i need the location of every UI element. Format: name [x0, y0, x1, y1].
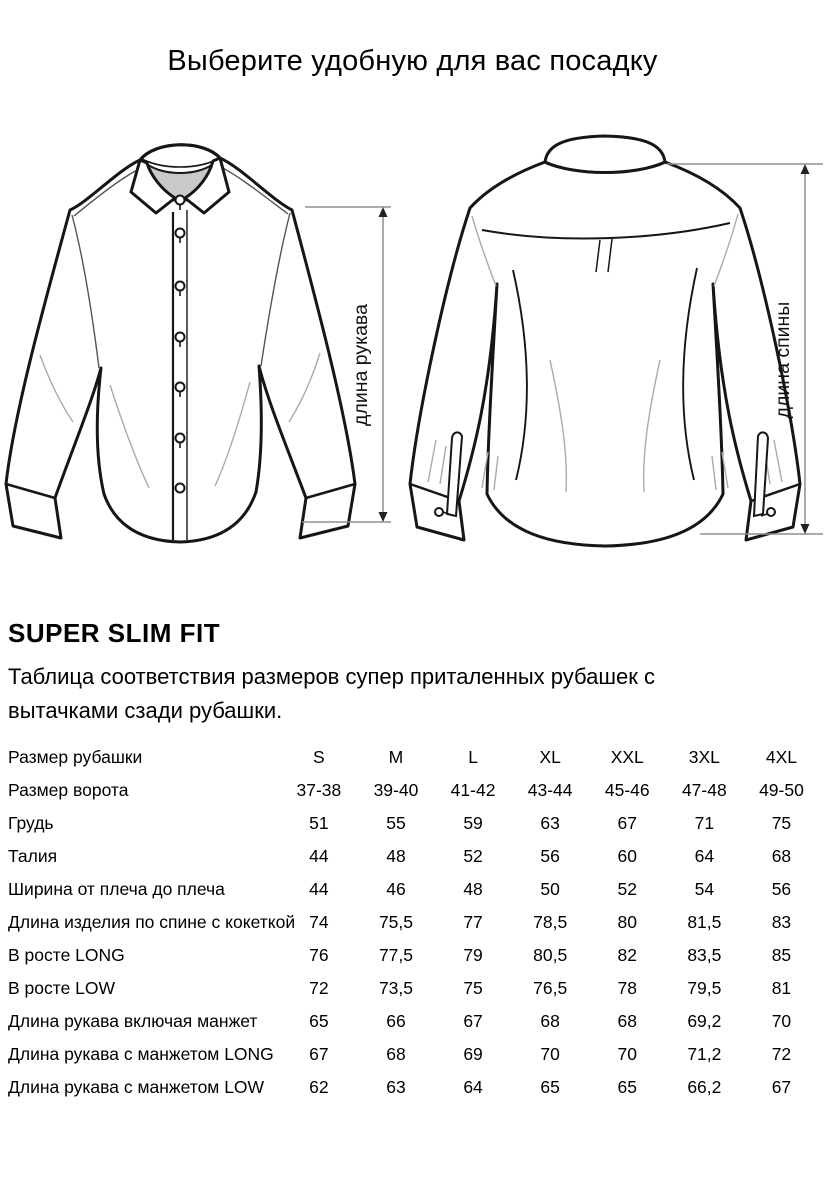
table-row [8, 906, 820, 939]
shirt-figures [0, 120, 825, 570]
cell-value: 65 [617, 1077, 637, 1097]
cell-value: 79,5 [687, 978, 722, 998]
cell-value: 76,5 [533, 978, 568, 998]
header-label: Размер рубашки [8, 747, 143, 767]
cell-value: 66,2 [687, 1077, 722, 1097]
cell-value: 78,5 [533, 912, 568, 932]
header-size: XL [539, 747, 561, 767]
cell-value: 71 [694, 813, 715, 833]
cell-value: 64 [463, 1077, 483, 1097]
cell-value: 56 [540, 846, 560, 866]
row-label: Длина рукава с манжетом LOW [8, 1077, 265, 1097]
cell-value: 62 [309, 1077, 329, 1097]
cell-value: 75 [463, 978, 483, 998]
section-heading: SUPER SLIM FIT [8, 618, 221, 648]
cell-value: 51 [309, 813, 329, 833]
sleeve-length-label: длина рукава [350, 304, 372, 426]
cell-value: 50 [540, 879, 560, 899]
table-row [8, 840, 820, 873]
cell-value: 63 [386, 1077, 406, 1097]
page-title: Выберите удобную для вас посадку [167, 45, 658, 77]
cell-value: 59 [463, 813, 483, 833]
cell-value: 64 [694, 846, 715, 866]
cell-value: 75,5 [378, 912, 413, 932]
row-label: В росте LONG [8, 945, 125, 965]
table-row [8, 939, 820, 972]
cell-value: 80,5 [533, 945, 568, 965]
cell-value: 67 [463, 1011, 483, 1031]
cell-value: 65 [540, 1077, 560, 1097]
cell-value: 43-44 [527, 780, 573, 800]
cell-value: 66 [386, 1011, 406, 1031]
cell-value: 49-50 [759, 780, 804, 800]
cell-value: 67 [771, 1077, 792, 1097]
cell-value: 70 [617, 1044, 637, 1064]
cell-value: 85 [771, 945, 792, 965]
cell-value: 73,5 [378, 978, 413, 998]
section-description: Таблица соответствия размеров супер приталенных рубашек с вытачками сзади рубашки. [8, 664, 655, 723]
cell-value: 60 [617, 846, 637, 866]
cell-value: 75 [771, 813, 792, 833]
cell-value: 68 [540, 1011, 560, 1031]
table-row [8, 807, 820, 840]
table-row [8, 1038, 820, 1071]
row-label: Длина рукава с манжетом LONG [8, 1044, 274, 1064]
cell-value: 46 [386, 879, 406, 899]
cell-value: 45-46 [604, 780, 650, 800]
table-row [8, 1005, 820, 1038]
cell-value: 83 [771, 912, 792, 932]
shirt-back-diagram [400, 120, 825, 570]
cell-value: 77,5 [378, 945, 413, 965]
cell-value: 72 [309, 978, 329, 998]
cell-value: 48 [463, 879, 483, 899]
cell-value: 79 [463, 945, 483, 965]
cell-value: 71,2 [687, 1044, 722, 1064]
cell-value: 81 [771, 978, 792, 998]
row-label: Длина изделия по спине с кокеткой [8, 912, 296, 932]
header-size: M [388, 747, 404, 767]
cell-value: 47-48 [681, 780, 727, 800]
cell-value: 56 [771, 879, 792, 899]
table-header-row [8, 741, 820, 774]
cell-value: 68 [617, 1011, 637, 1031]
cell-value: 65 [309, 1011, 329, 1031]
cell-value: 83,5 [687, 945, 722, 965]
cell-value: 74 [309, 912, 329, 932]
row-label: В росте LOW [8, 978, 116, 998]
header-size: S [313, 747, 325, 767]
table-row [8, 873, 820, 906]
cell-value: 68 [771, 846, 792, 866]
cell-value: 78 [617, 978, 637, 998]
header-size: 3XL [688, 747, 720, 767]
header-size: 4XL [765, 747, 798, 767]
cell-value: 44 [309, 846, 329, 866]
cell-value: 72 [771, 1044, 792, 1064]
cell-value: 70 [540, 1044, 560, 1064]
cell-value: 52 [617, 879, 637, 899]
cell-value: 68 [386, 1044, 406, 1064]
cell-value: 39-40 [373, 780, 419, 800]
cell-value: 48 [386, 846, 406, 866]
row-label: Талия [8, 846, 58, 866]
shirt-front-diagram [0, 120, 400, 570]
cell-value: 70 [771, 1011, 792, 1031]
table-row [8, 1071, 820, 1104]
row-label: Длина рукава включая манжет [8, 1011, 258, 1031]
cell-value: 44 [309, 879, 329, 899]
cell-value: 54 [694, 879, 715, 899]
cell-value: 80 [617, 912, 637, 932]
size-table [8, 741, 820, 1104]
cell-value: 77 [463, 912, 483, 932]
cell-value: 52 [463, 846, 483, 866]
cell-value: 41-42 [450, 780, 496, 800]
cell-value: 67 [617, 813, 637, 833]
header-size: L [468, 747, 478, 767]
cell-value: 76 [309, 945, 329, 965]
row-label: Размер ворота [8, 780, 129, 800]
cell-value: 82 [617, 945, 637, 965]
cell-value: 69,2 [687, 1011, 722, 1031]
header-size: XXL [610, 747, 644, 767]
cell-value: 67 [309, 1044, 329, 1064]
cell-value: 69 [463, 1044, 483, 1064]
cell-value: 55 [386, 813, 406, 833]
row-label: Грудь [8, 813, 54, 833]
cell-value: 37-38 [296, 780, 342, 800]
table-row [8, 774, 820, 807]
table-row [8, 972, 820, 1005]
row-label: Ширина от плеча до плеча [8, 879, 225, 899]
cell-value: 81,5 [687, 912, 722, 932]
cell-value: 63 [540, 813, 560, 833]
back-length-label: длина спины [772, 301, 794, 419]
